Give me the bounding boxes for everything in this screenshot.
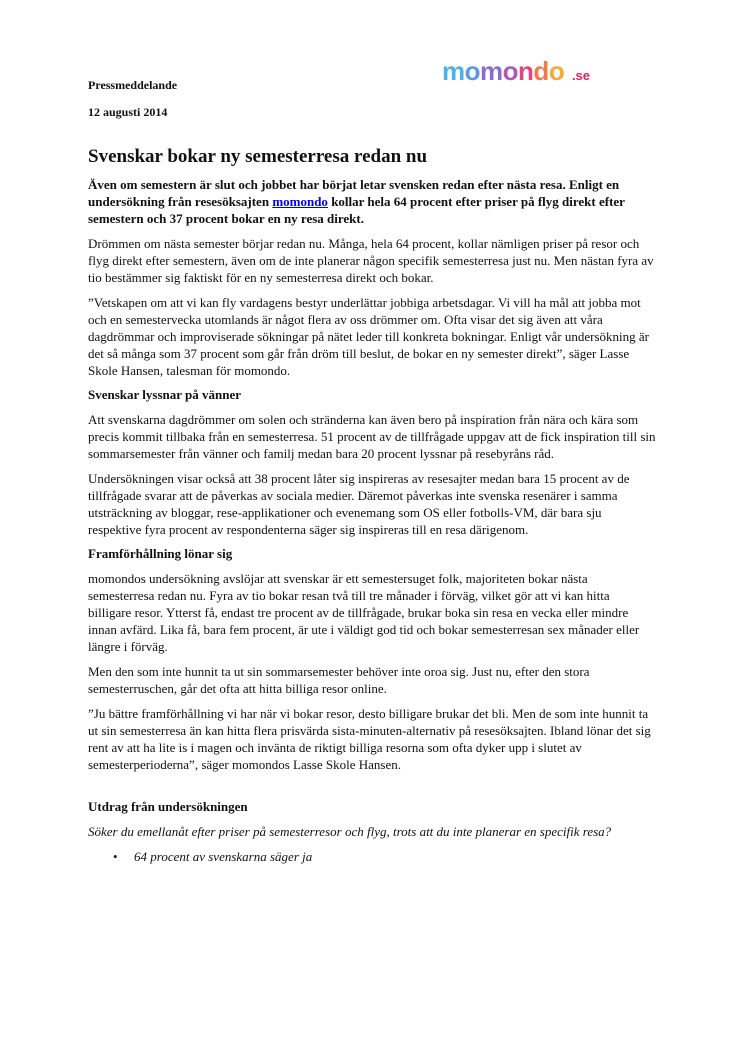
paragraph-booking: momondos undersökning avslöjar att svenskar är ett semestersuget folk, majoriteten bokar nästa semesterresa redan nu. Fyra av tio bokar resan två till tre månader i förväg, vilket gör att vi kan hitta billigare resor. Ytterst få, endast tre procent av de tillfrågade, brukar boka sin resa en vecka eller mindre innan avfärd. Lika få, bara fem procent, är ute i väldigt god tid och bokar semesterresan sex månader eller längre i förväg.: [88, 571, 640, 654]
paragraph-intro: Drömmen om nästa semester börjar redan nu. Många, hela 64 procent, kollar nämligen priser på resor och flyg direkt efter semestern, även om de inte planerar någon specifik semesterresa just nu. Men nästan fyra av tio bestämmer sig faktiskt för en ny semesterresa direkt och bokar.: [88, 236, 654, 285]
logo-letter: o: [464, 56, 481, 86]
article-title: Svenskar bokar ny semesterresa redan nu: [88, 146, 428, 167]
paragraph-online-deals: Men den som inte hunnit ta ut sin sommarsemester behöver inte oroa sig. Just nu, efter den stora semesterruschen, går det ofta att hitta billiga resor online.: [88, 664, 590, 696]
paragraph-sources: Undersökningen visar också att 38 procent låter sig inspireras av resesajter medan bara 15 procent av de tillfrågade svarar att de påverkas av sociala medier. Däremot påverkas inte svenska resenärer i samma utsträckning av bloggar, rese-applikationer och evenemang som OS eller fotbolls-VM, där bara sju respektive fyra procent av respondenterna säger sig inspireras till en resa därigenom.: [88, 471, 630, 537]
lead-text-start: Även om semestern är slut och jobbet har börjat letar svensken redan efter nästa resa. Enligt en undersökning från resesöksajten: [88, 177, 620, 209]
survey-answers: [88, 848, 656, 865]
list-item: [113, 848, 656, 865]
paragraph-quote-2: ”Ju bättre framförhållning vi har när vi bokar resor, desto billigare brukar det bli. Men de som inte hunnit ta ut sin semesterresa än kan hitta flera prisvärda sista-minuten-alternativ på resesöksajten. Ibland lönar det sig rent av att ha lite is i magen och invänta de riktigt billiga resorna som ofta dyker upp i slutet av semesterperioderna”, säger momondos Lasse Skole Hansen.: [88, 706, 651, 772]
logo-letter: m: [480, 56, 503, 86]
answer-text: 64 procent av svenskarna säger ja: [134, 849, 313, 864]
paragraph-inspiration: Att svenskarna dagdrömmer om solen och stränderna kan även bero på inspiration från nära och kära som precis kommit tillbaka från en semesterresa. 51 procent av de tillfrågade uppgav att de fick inspiration till sin sommarsemester från vänner och familj medan bara 20 procent lyssnar på resebyråns råd.: [88, 412, 656, 461]
logo-letter: o: [548, 56, 565, 86]
article-body: [88, 146, 656, 865]
logo-letter: m: [442, 56, 465, 86]
logo-letter: n: [518, 56, 534, 86]
logo-tld: .se: [571, 68, 591, 83]
logo-letter: d: [533, 56, 549, 86]
logo-letter: o: [502, 56, 519, 86]
press-release-label: Pressmeddelande: [88, 78, 178, 92]
survey-question: Söker du emellanåt efter priser på semesterresor och flyg, trots att du inte planerar en specifik resa?: [88, 824, 612, 839]
paragraph-quote-1: ”Vetskapen om att vi kan fly vardagens bestyr underlättar jobbiga arbetsdagar. Vi vill ha mål att jobba mot och en semestervecka utomlands är något flera av oss drömmer om. Ofta visar det sig även att våra dagdrömmar och improviserade sökningar på nätet leder till konkreta bokningar. Enligt vår undersökning är det så många som 37 procent som går från dröm till beslut, de bokar en ny semester direkt”, säger Lasse Skole Hansen, talesman för momondo.: [88, 295, 650, 378]
section-heading-friends: Svenskar lyssnar på vänner: [88, 387, 242, 402]
survey-heading: Utdrag från undersökningen: [88, 799, 248, 814]
release-date: 12 augusti 2014: [88, 105, 168, 119]
section-heading-planning: Framförhållning lönar sig: [88, 546, 233, 561]
momondo-logo: [442, 56, 590, 87]
lead-paragraph: [88, 176, 656, 227]
lead-text-end: kollar hela 64 procent efter priser på flyg direkt efter semestern och 37 procent bokar en ny resa direkt.: [88, 194, 625, 226]
bullet-icon: •: [113, 849, 118, 864]
momondo-link[interactable]: momondo: [272, 194, 328, 209]
logo-wordmark: [442, 56, 571, 86]
